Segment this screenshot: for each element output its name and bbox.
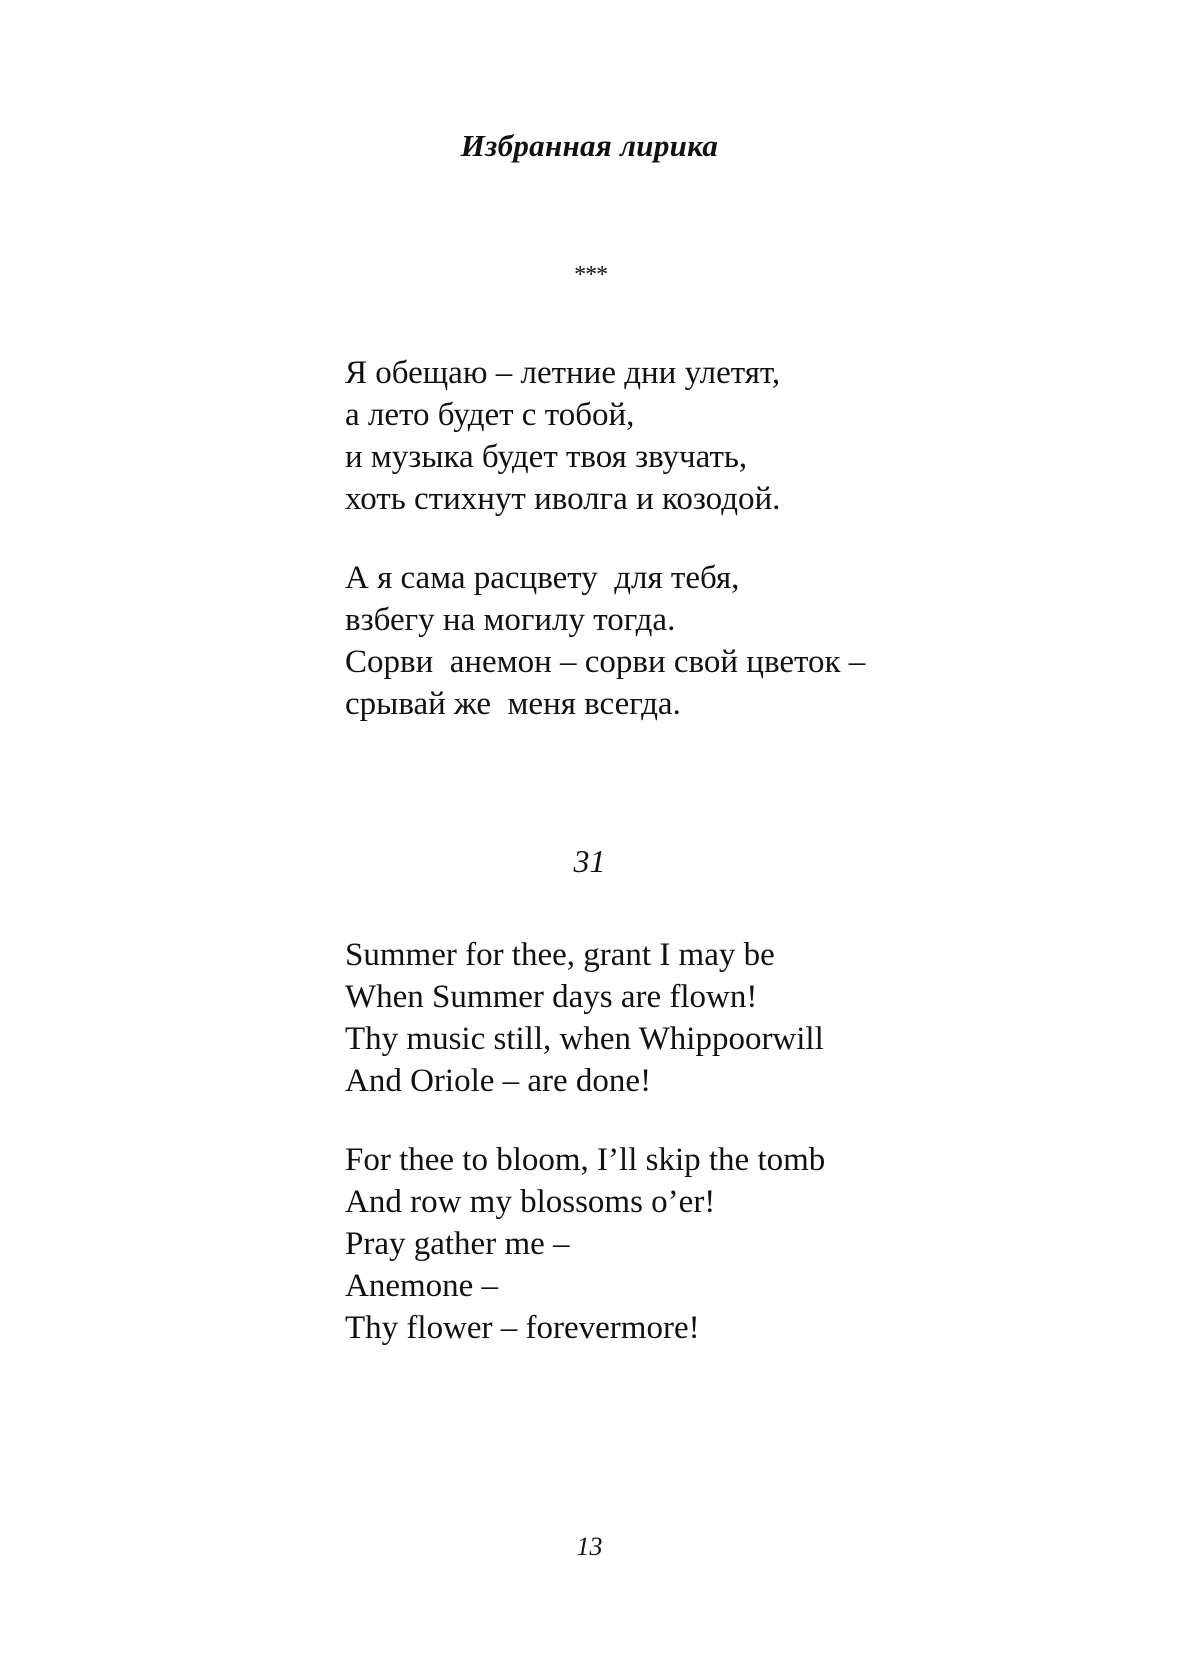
poem-line: и музыка будет твоя звучать, [345,439,748,475]
poem-line: а лето будет с тобой, [345,397,635,433]
poem-line: Сорви анемон – сорви свой цветок – [345,644,866,680]
poem-line: А я сама расцвету для тебя, [345,560,740,596]
translation-stanza-1 [345,352,780,520]
running-title: Избранная лирика [460,128,719,163]
poem-line: Thy music still, when Whippoorwill [345,1021,824,1057]
poem-line: And row my blossoms o’er! [345,1184,716,1220]
original-stanza-1 [345,934,824,1102]
translation-stanza-2 [345,557,865,725]
page-number: 13 [576,1532,603,1561]
original-stanza-2 [345,1139,825,1349]
poem-line: срывай же меня всегда. [345,686,681,722]
poem-line: Я обещаю – летние дни улетят, [345,355,781,391]
poem-line: For thee to bloom, I’ll skip the tomb [345,1142,826,1178]
poem-line: взбегу на могилу тогда. [345,602,676,638]
poem-number: 31 [573,843,606,879]
poem-line: When Summer days are flown! [345,979,758,1015]
poem-line: Thy flower – forevermore! [345,1310,700,1346]
poem-separator-asterism: *** [573,262,606,288]
poem-line: And Oriole – are done! [345,1063,652,1099]
poem-line: хоть стихнут иволга и козодой. [345,481,781,517]
poem-line: Pray gather me – [345,1226,570,1262]
poem-line: Anemone – [345,1268,499,1304]
poem-line: Summer for thee, grant I may be [345,937,775,973]
